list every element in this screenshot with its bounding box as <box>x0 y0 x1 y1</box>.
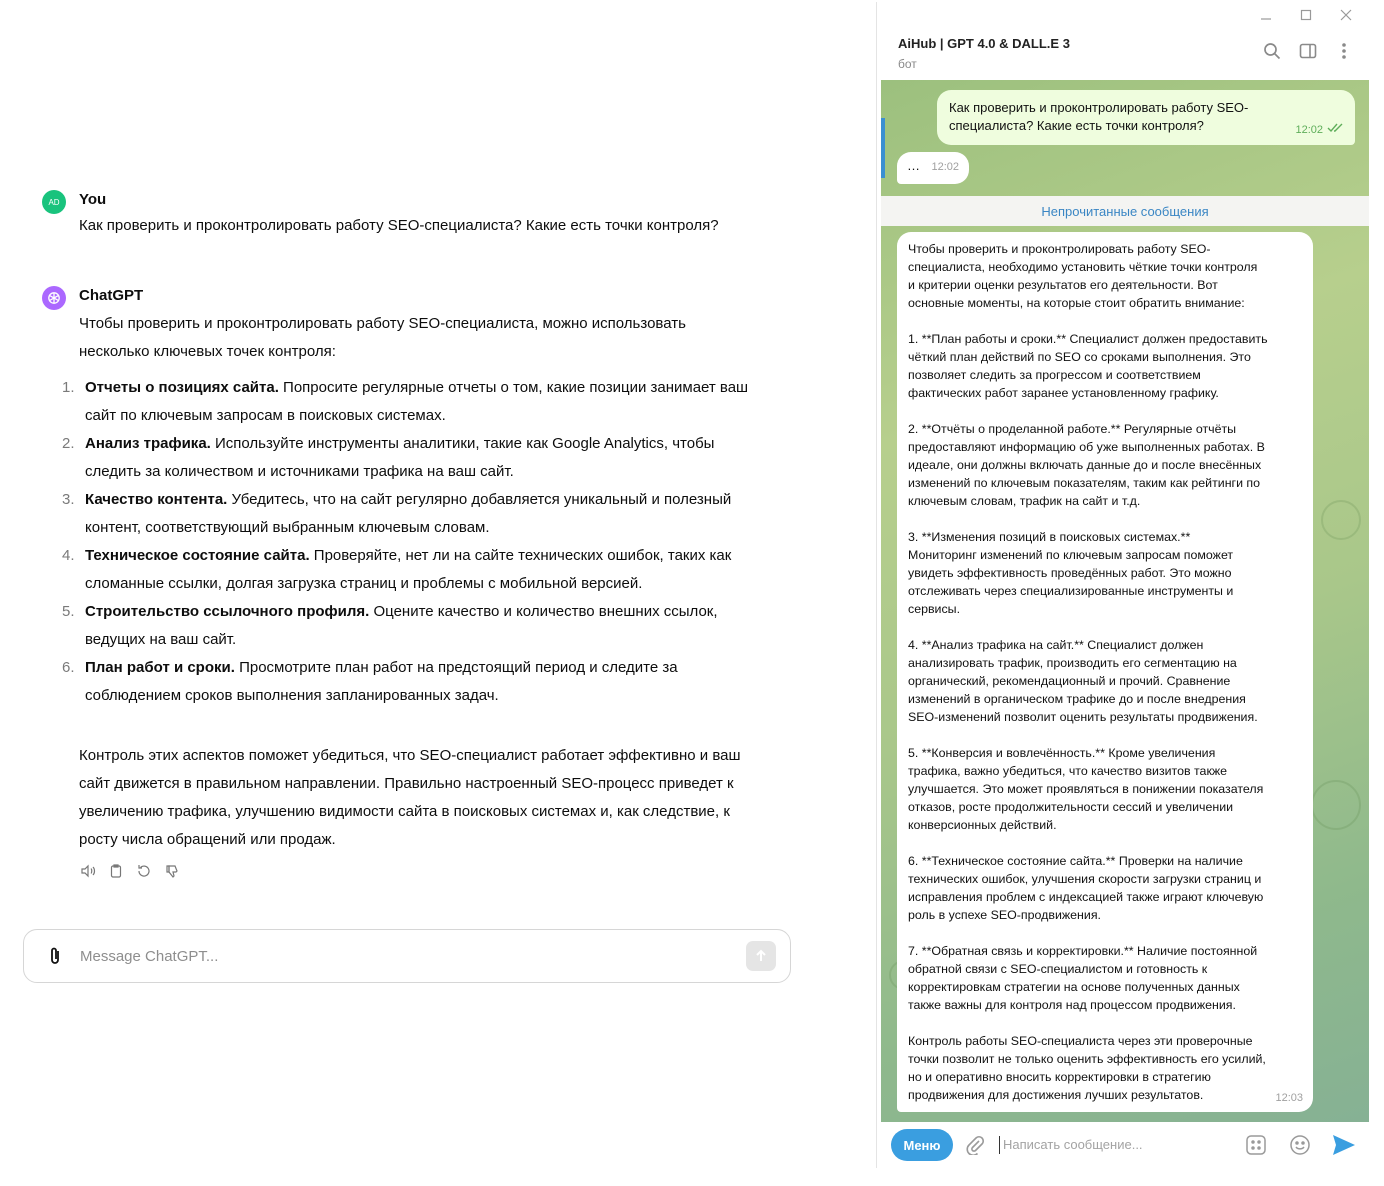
telegram-message-input[interactable]: Написать сообщение... <box>999 1136 1243 1154</box>
maximize-icon[interactable] <box>1290 3 1322 27</box>
telegram-composer <box>877 1122 1369 1168</box>
reply-line: исправления проблем с индексацией также играют ключевую <box>908 890 1264 904</box>
reply-line: специалиста, необходимо установить чёткие точки контроля <box>908 260 1258 274</box>
list-number: 4. <box>62 547 75 564</box>
wallpaper-doodle <box>1321 500 1361 540</box>
list-item <box>62 654 782 710</box>
list-item-title: Техническое состояние сайта. <box>85 547 310 564</box>
list-number: 2. <box>62 435 75 452</box>
reply-line: чёткий план действий по SEO со сроками выполнения. Это <box>908 350 1251 364</box>
chat-header <box>877 28 1369 80</box>
user-avatar: AD <box>42 190 66 214</box>
outro-line: сайт движется в правильном направлении. Правильно настроенный SEO-процесс приведет к <box>79 775 734 792</box>
wallpaper-doodle <box>1311 780 1361 830</box>
list-item-text: соблюдением сроков выполнения запланированных задач. <box>85 687 499 704</box>
message-meta <box>1295 121 1345 139</box>
telegram-window <box>876 2 1368 1168</box>
reply-line: обратной связи с SEO-специалистом и готовность к <box>908 962 1208 976</box>
reply-line: Мониторинг изменений по ключевым запросам поможет <box>908 548 1234 562</box>
reply-line: увидеть эффективность проведённых работ. Это можно <box>908 566 1232 580</box>
double-check-icon <box>1327 121 1345 139</box>
list-item <box>62 486 782 542</box>
reply-line: 7. **Обратная связь и корректировки.** Наличие постоянной <box>908 944 1258 958</box>
chatgpt-logo-icon <box>42 286 66 310</box>
intro-line: Чтобы проверить и проконтролировать работу SEO-специалиста, можно использовать <box>79 315 686 332</box>
list-item-text: Используйте инструменты аналитики, такие как Google Analytics, чтобы <box>210 435 715 452</box>
reply-line: отслеживать через специализированные инструменты и <box>908 584 1234 598</box>
reply-line: корректировкам стратегии на основе полученных данных <box>908 980 1240 994</box>
list-item-text: Просмотрите план работ на предстоящий период и следите за <box>234 659 678 676</box>
reply-line: конверсионных действий. <box>908 818 1057 832</box>
list-item-title: План работ и сроки. <box>85 659 235 676</box>
reply-line: идеале, они должны включать данные до и после внесённых <box>908 458 1262 472</box>
reply-line: роль в успехе SEO-продвижения. <box>908 908 1101 922</box>
intro-line: несколько ключевых точек контроля: <box>79 343 336 360</box>
reply-paragraph <box>908 528 1303 618</box>
outgoing-message[interactable] <box>937 90 1355 145</box>
list-item <box>62 598 782 654</box>
reply-line: трафика, важно убедиться, что качество визитов также <box>908 764 1228 778</box>
typing-indicator: … <box>907 158 920 173</box>
unread-divider: Непрочитанные сообщения <box>881 196 1369 226</box>
list-item-text: Убедитесь, что на сайт регулярно добавляется уникальный и полезный <box>227 491 732 508</box>
send-icon[interactable] <box>1331 1132 1357 1158</box>
list-item-text: следить за количеством и источниками трафика на ваш сайт. <box>85 463 514 480</box>
reply-paragraph <box>908 420 1303 510</box>
reply-line: и критерии оценки результатов его деятельности. Вот <box>908 278 1218 292</box>
minimize-icon[interactable] <box>1250 3 1282 27</box>
reply-line: изменений по ключевым показателям, таким как рейтинги по <box>908 476 1261 490</box>
user-message-text: Как проверить и проконтролировать работу SEO-специалиста? Какие есть точки контроля? <box>79 217 719 234</box>
reply-line: 2. **Отчёты о проделанной работе.** Регулярные отчёты <box>908 422 1237 436</box>
list-item-title: Качество контента. <box>85 491 228 508</box>
reply-line: 3. **Изменения позиций в поисковых системах.** <box>908 530 1191 544</box>
composer-actions <box>1243 1132 1357 1158</box>
copy-icon[interactable] <box>107 862 125 880</box>
reply-line: предоставляют информацию об уже выполненных работах. В <box>908 440 1265 454</box>
list-item-text: ведущих на ваш сайт. <box>85 631 237 648</box>
send-button[interactable] <box>746 941 776 971</box>
message-composer[interactable] <box>23 929 791 983</box>
reply-line: также важны для контроля над процессом продвижения. <box>908 998 1236 1012</box>
list-number: 1. <box>62 379 75 396</box>
typing-message <box>897 152 969 184</box>
reply-line: органический, рекомендационный и прочий. Сравнение <box>908 674 1231 688</box>
list-item-title: Строительство ссылочного профиля. <box>85 603 370 620</box>
reply-line: основные моменты, на которые стоит обратить внимание: <box>908 296 1245 310</box>
more-options-icon[interactable] <box>1333 40 1355 62</box>
reply-paragraph <box>908 1032 1303 1104</box>
list-item <box>62 430 782 486</box>
reply-line: 4. **Анализ трафика на сайт.** Специалист должен <box>908 638 1204 652</box>
reply-line: Чтобы проверить и проконтролировать работу SEO- <box>908 242 1211 256</box>
reply-line: отказов, росте продолжительности сессий и увеличении <box>908 800 1234 814</box>
user-author: You <box>79 191 107 208</box>
message-input[interactable]: Message ChatGPT... <box>80 947 219 965</box>
list-number: 6. <box>62 659 75 676</box>
reply-line: улучшается. Это может проявляться в понижении показателя <box>908 782 1264 796</box>
user-message <box>42 190 782 240</box>
list-item-text: Проверяйте, нет ли на сайте технических ошибок, таких как <box>309 547 732 564</box>
list-item-text: сломанные ссылки, долгая загрузка страниц и проблемы с мобильной версией. <box>85 575 643 592</box>
window-controls <box>877 2 1368 28</box>
list-item-text: сайт по ключевым запросам в поисковых системах. <box>85 407 446 424</box>
active-chat-indicator <box>881 118 885 178</box>
assistant-author: ChatGPT <box>79 287 144 304</box>
reply-line: позволяет следить за прогрессом и соответствием <box>908 368 1201 382</box>
reply-line: изменений в органическом трафике до и после внедрения <box>908 692 1246 706</box>
chat-area <box>881 80 1369 1122</box>
regenerate-icon[interactable] <box>135 862 153 880</box>
list-number: 3. <box>62 491 75 508</box>
assistant-intro <box>79 310 686 366</box>
close-icon[interactable] <box>1330 3 1362 27</box>
list-item-text: Попросите регулярные отчеты о том, какие позиции занимает ваш <box>278 379 749 396</box>
attach-icon[interactable] <box>44 945 66 967</box>
reply-line: продвижения для достижения лучших результатов. <box>908 1088 1204 1102</box>
reply-line: ключевым словам, трафик на сайт и т.д. <box>908 494 1141 508</box>
reply-line: сервисы. <box>908 602 961 616</box>
reply-line: 6. **Техническое состояние сайта.** Проверки на наличие <box>908 854 1243 868</box>
outro-line: росту числа обращений или продаж. <box>79 831 336 848</box>
reply-line: 1. **План работы и сроки.** Специалист должен предоставить <box>908 332 1268 346</box>
sidebar-toggle-icon[interactable] <box>1297 40 1319 62</box>
bot-reply-message[interactable] <box>897 232 1313 1112</box>
reply-paragraph <box>908 330 1303 402</box>
reply-paragraph <box>908 942 1303 1014</box>
list-item-text: контент, соответствующий выбранным ключевым словам. <box>85 519 490 536</box>
reply-paragraph <box>908 744 1303 834</box>
message-text: Как проверить и проконтролировать работу SEO- <box>949 100 1249 115</box>
message-actions <box>79 862 181 880</box>
list-item-title: Анализ трафика. <box>85 435 211 452</box>
message-text: специалиста? Какие есть точки контроля? <box>949 118 1204 133</box>
chat-subtitle: бот <box>898 57 917 71</box>
reply-line: точки позволит не только оценить эффективность его усилий, <box>908 1052 1266 1066</box>
reply-line: технических ошибок, улучшения скорости загрузки страниц и <box>908 872 1262 886</box>
chat-title[interactable]: AiHub | GPT 4.0 & DALL.E 3 <box>898 36 1070 51</box>
list-item <box>62 542 782 598</box>
read-aloud-icon[interactable] <box>79 862 97 880</box>
assistant-outro <box>79 742 741 854</box>
message-time: 12:03 <box>1275 1092 1303 1104</box>
thumbs-down-icon[interactable] <box>163 862 181 880</box>
bot-commands-icon[interactable] <box>1243 1132 1269 1158</box>
search-icon[interactable] <box>1261 40 1283 62</box>
reply-paragraph <box>908 852 1303 924</box>
outro-line: увеличению трафика, улучшению видимости сайта в поисковых системах и, как следствие, к <box>79 803 730 820</box>
message-time: 12:02 <box>1295 124 1323 136</box>
attach-icon[interactable] <box>963 1133 987 1157</box>
list-number: 5. <box>62 603 75 620</box>
reply-paragraph <box>908 636 1303 726</box>
list-item-title: Отчеты о позициях сайта. <box>85 379 279 396</box>
bot-menu-button[interactable]: Меню <box>891 1129 953 1161</box>
reply-line: фактических работ заранее установленному графику. <box>908 386 1219 400</box>
reply-line: анализировать трафик, производить его сегментацию на <box>908 656 1237 670</box>
emoji-icon[interactable] <box>1287 1132 1313 1158</box>
header-actions <box>1261 40 1355 62</box>
outro-line: Контроль этих аспектов поможет убедиться, что SEO-специалист работает эффективно и ваш <box>79 747 741 764</box>
reply-line: SEO-изменений позволит оценить результаты продвижения. <box>908 710 1258 724</box>
reply-paragraph <box>908 240 1303 312</box>
reply-line: но и оперативно вносить корректировки в стратегию <box>908 1070 1211 1084</box>
message-time: 12:02 <box>931 161 959 173</box>
reply-line: Контроль работы SEO-специалиста через эти проверочные <box>908 1034 1253 1048</box>
assistant-message <box>42 286 782 886</box>
control-points-list <box>62 374 782 710</box>
reply-line: 5. **Конверсия и вовлечённость.** Кроме увеличения <box>908 746 1216 760</box>
list-item <box>62 374 782 430</box>
list-item-text: Оцените качество и количество внешних ссылок, <box>369 603 718 620</box>
